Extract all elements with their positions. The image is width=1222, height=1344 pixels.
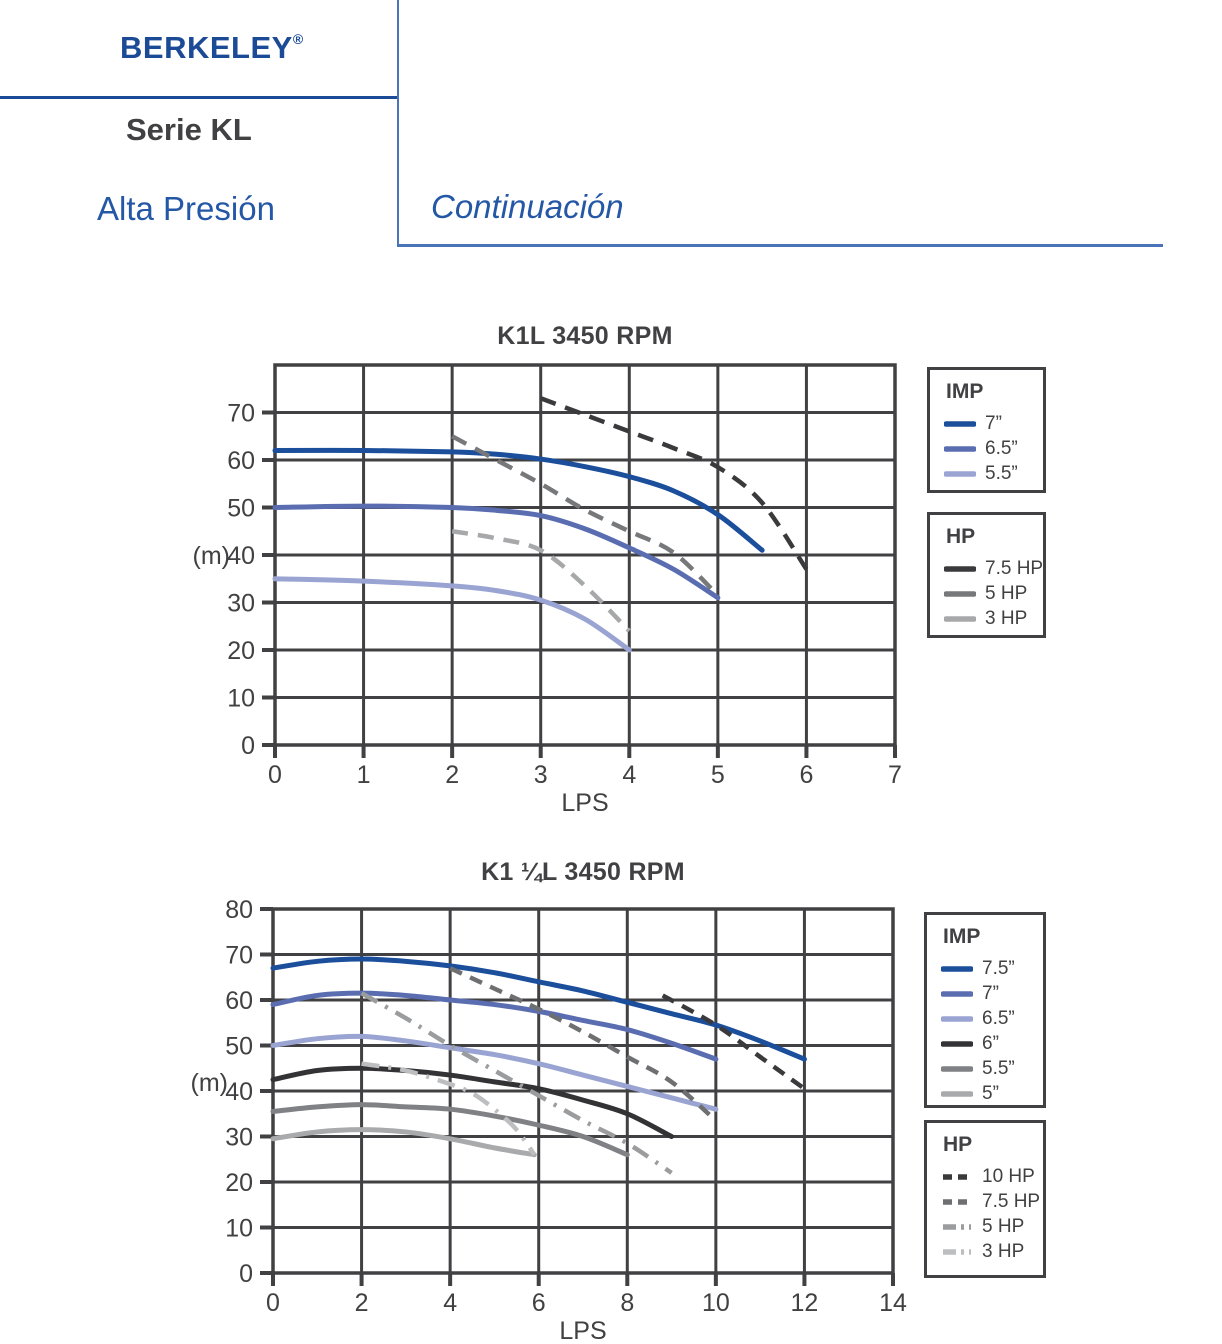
y-tick-label: 40 [227, 542, 255, 570]
series-7-impeller [275, 450, 762, 550]
y-tick-label: 30 [227, 589, 255, 618]
legend-item-label: 3 HP [982, 1240, 1025, 1262]
legend-item [944, 556, 1043, 581]
series-6.5-impeller [273, 1036, 716, 1109]
legend-item-label: 6.5” [982, 1007, 1015, 1029]
k1l-chart-title: K1L 3450 RPM [497, 322, 673, 350]
legend-item [941, 1214, 1043, 1239]
x-tick-label: 7 [888, 761, 902, 789]
y-tick-label: 80 [225, 896, 253, 924]
legend-swatch-icon [944, 470, 976, 478]
legend-item [944, 461, 1043, 486]
legend-item-label: 7.5 HP [985, 557, 1044, 579]
registered-trademark: ® [292, 31, 304, 47]
legend-item-label: 7.5 HP [982, 1190, 1041, 1212]
y-tick-label: 0 [239, 1260, 253, 1288]
legend-swatch-icon [944, 615, 976, 623]
x-tick-label: 10 [701, 1289, 730, 1317]
legend-item [941, 981, 1043, 1006]
legend-item [944, 436, 1043, 461]
legend-swatch-icon [941, 1223, 973, 1231]
legend-item-label: 5 HP [985, 582, 1028, 604]
legend-item [941, 1164, 1043, 1189]
x-tick-label: 1 [356, 761, 371, 789]
y-tick-label: 10 [225, 1214, 253, 1243]
header-vertical-divider [397, 0, 399, 247]
x-tick-label: 12 [790, 1289, 819, 1317]
k1quarterl-chart [148, 893, 928, 1343]
legend-item-label: 5” [982, 1082, 999, 1104]
legend-item-label: 5.5” [982, 1057, 1015, 1079]
legend-swatch-icon [941, 1065, 973, 1073]
continuation-label: Continuación [431, 188, 624, 225]
legend-item-label: 7.5” [982, 957, 1015, 979]
legend-swatch-icon [941, 1198, 973, 1206]
x-tick-label: 0 [266, 1289, 280, 1317]
y-tick-label: 60 [227, 447, 255, 475]
legend-swatch-icon [941, 1173, 973, 1181]
berkeley-logo-text: BERKELEY [120, 30, 293, 65]
y-tick-label: 10 [227, 684, 255, 713]
series-6-impeller [273, 1068, 672, 1136]
legend-item-label: 7” [985, 412, 1002, 434]
x-tick-label: 4 [443, 1289, 458, 1317]
x-tick-label: 2 [445, 761, 460, 789]
legend-swatch-icon [941, 1040, 973, 1048]
x-tick-label: 5 [710, 761, 725, 789]
header-rule-left [0, 96, 398, 99]
y-axis-label: (m) [192, 542, 230, 570]
legend-item-label: 5 HP [982, 1215, 1025, 1237]
series-7.5-hp [541, 398, 807, 569]
legend-swatch-icon [944, 565, 976, 573]
legend-item [941, 1189, 1043, 1214]
series-7-impeller [273, 993, 716, 1059]
legend-item [941, 1056, 1043, 1081]
y-axis-label: (m) [190, 1068, 228, 1097]
legend-swatch-icon [941, 1248, 973, 1256]
x-tick-label: 8 [620, 1289, 635, 1317]
x-tick-label: 14 [879, 1289, 907, 1317]
y-tick-label: 60 [225, 987, 253, 1015]
x-tick-label: 6 [531, 1289, 546, 1317]
y-tick-label: 50 [227, 494, 255, 523]
legend-swatch-icon [941, 1090, 973, 1098]
legend-swatch-icon [941, 1015, 973, 1023]
x-tick-label: 3 [533, 761, 548, 789]
legend-item [944, 411, 1043, 436]
legend-box-hp [924, 1120, 1046, 1278]
series-5-impeller [273, 1130, 534, 1155]
series-6.5-impeller [275, 506, 718, 598]
legend-item [941, 1239, 1043, 1264]
y-tick-label: 30 [225, 1123, 253, 1152]
legend-item-label: 6” [982, 1032, 999, 1054]
legend-swatch-icon [944, 420, 976, 428]
legend-item [941, 1031, 1043, 1056]
legend-box-imp [924, 912, 1046, 1108]
series-title: Serie KL [126, 112, 252, 147]
series-10-hp [663, 995, 805, 1088]
y-tick-label: 20 [225, 1169, 253, 1197]
x-axis-label: LPS [561, 789, 609, 817]
legend-swatch-icon [944, 590, 976, 598]
legend-swatch-icon [941, 990, 973, 998]
series-subtitle: Alta Presión [97, 190, 275, 227]
y-tick-label: 50 [225, 1032, 253, 1061]
y-tick-label: 20 [227, 637, 255, 665]
k1l-chart [150, 348, 930, 828]
legend-swatch-icon [944, 445, 976, 453]
legend-item [941, 1081, 1043, 1106]
y-tick-label: 0 [241, 732, 255, 760]
legend-item [944, 606, 1043, 631]
legend-swatch-icon [941, 965, 973, 973]
legend-title: HP [943, 1133, 973, 1156]
x-tick-label: 6 [799, 761, 814, 789]
x-axis-label: LPS [559, 1317, 607, 1343]
legend-item [941, 956, 1043, 981]
legend-item-label: 6.5” [985, 437, 1018, 459]
continuation-underline [397, 244, 1163, 247]
berkeley-logo [120, 30, 304, 66]
legend-item-label: 3 HP [985, 607, 1028, 629]
legend-title: IMP [943, 925, 981, 948]
legend-title: HP [946, 525, 976, 548]
legend-box-imp [927, 367, 1046, 493]
k1quarterl-chart-title: K1 ¼L 3450 RPM [481, 858, 685, 886]
x-tick-label: 0 [268, 761, 282, 789]
y-tick-label: 40 [225, 1078, 253, 1106]
legend-item-label: 10 HP [982, 1165, 1035, 1187]
legend-box-hp [927, 512, 1046, 638]
legend-item-label: 5.5” [985, 462, 1018, 484]
x-tick-label: 2 [354, 1289, 369, 1317]
legend-title: IMP [946, 380, 984, 403]
y-tick-label: 70 [227, 399, 255, 428]
y-tick-label: 70 [225, 941, 253, 970]
legend-item [941, 1006, 1043, 1031]
x-tick-label: 4 [622, 761, 637, 789]
legend-item [944, 581, 1043, 606]
legend-item-label: 7” [982, 982, 999, 1004]
